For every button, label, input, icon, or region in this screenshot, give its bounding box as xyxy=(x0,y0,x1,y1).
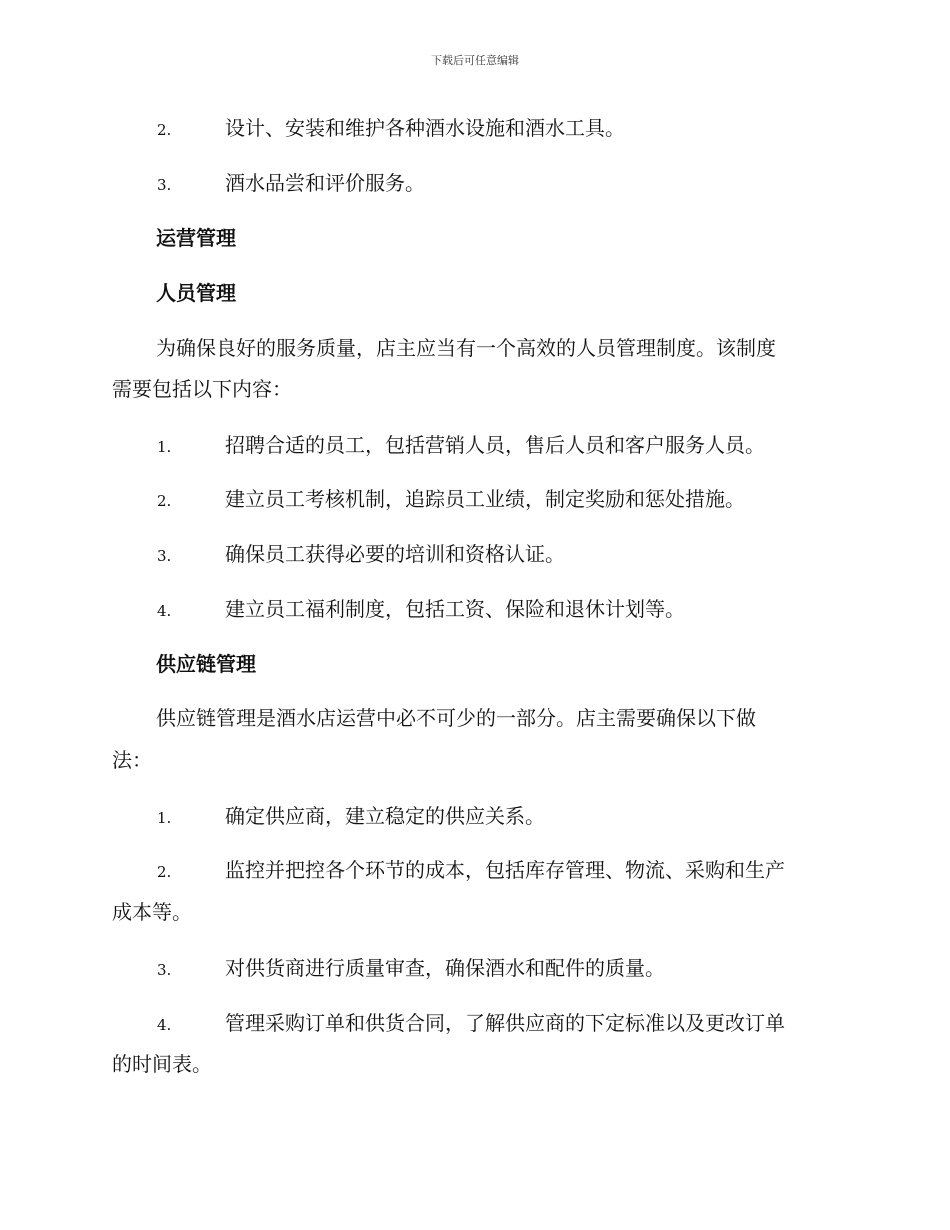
list-item-text: 招聘合适的员工，包括营销人员，售后人员和客户服务人员。 xyxy=(225,433,765,457)
personnel-heading: 人员管理 xyxy=(156,281,236,305)
list-item-text: 确定供应商，建立稳定的供应关系。 xyxy=(225,804,545,828)
section-title: 运营管理 xyxy=(156,226,236,250)
list-number: 1. xyxy=(157,809,172,827)
personnel-intro-line-2: 需要包括以下内容： xyxy=(112,377,292,401)
supply-heading: 供应链管理 xyxy=(156,652,256,676)
supply-intro-line-2: 法： xyxy=(112,748,152,772)
list-number: 4. xyxy=(157,1016,172,1034)
list-item-text: 确保员工获得必要的培训和资格认证。 xyxy=(225,542,565,566)
list-number: 3. xyxy=(157,176,172,194)
list-number: 2. xyxy=(157,492,172,510)
list-number: 3. xyxy=(157,547,172,565)
list-item-continuation: 的时间表。 xyxy=(112,1052,212,1076)
list-item-continuation: 成本等。 xyxy=(112,900,192,924)
list-item-text: 管理采购订单和供货合同，了解供应商的下定标准以及更改订单 xyxy=(225,1011,785,1035)
page-header: 下载后可任意编辑 xyxy=(431,54,519,67)
list-number: 2. xyxy=(157,121,172,139)
list-item-text: 对供货商进行质量审查，确保酒水和配件的质量。 xyxy=(225,956,665,980)
supply-intro-line-1: 供应链管理是酒水店运营中必不可少的一部分。店主需要确保以下做 xyxy=(156,706,756,730)
list-item-text: 建立员工考核机制，追踪员工业绩，制定奖励和惩处措施。 xyxy=(225,487,745,511)
list-number: 1. xyxy=(157,438,172,456)
list-item-text: 酒水品尝和评价服务。 xyxy=(225,171,425,195)
list-item-text: 监控并把控各个环节的成本，包括库存管理、物流、采购和生产 xyxy=(225,858,785,882)
list-number: 3. xyxy=(157,961,172,979)
list-number: 2. xyxy=(157,863,172,881)
list-number: 4. xyxy=(157,602,172,620)
list-item-text: 建立员工福利制度，包括工资、保险和退休计划等。 xyxy=(225,597,685,621)
personnel-intro-line-1: 为确保良好的服务质量，店主应当有一个高效的人员管理制度。该制度 xyxy=(156,336,776,360)
list-item-text: 设计、安装和维护各种酒水设施和酒水工具。 xyxy=(225,116,625,140)
